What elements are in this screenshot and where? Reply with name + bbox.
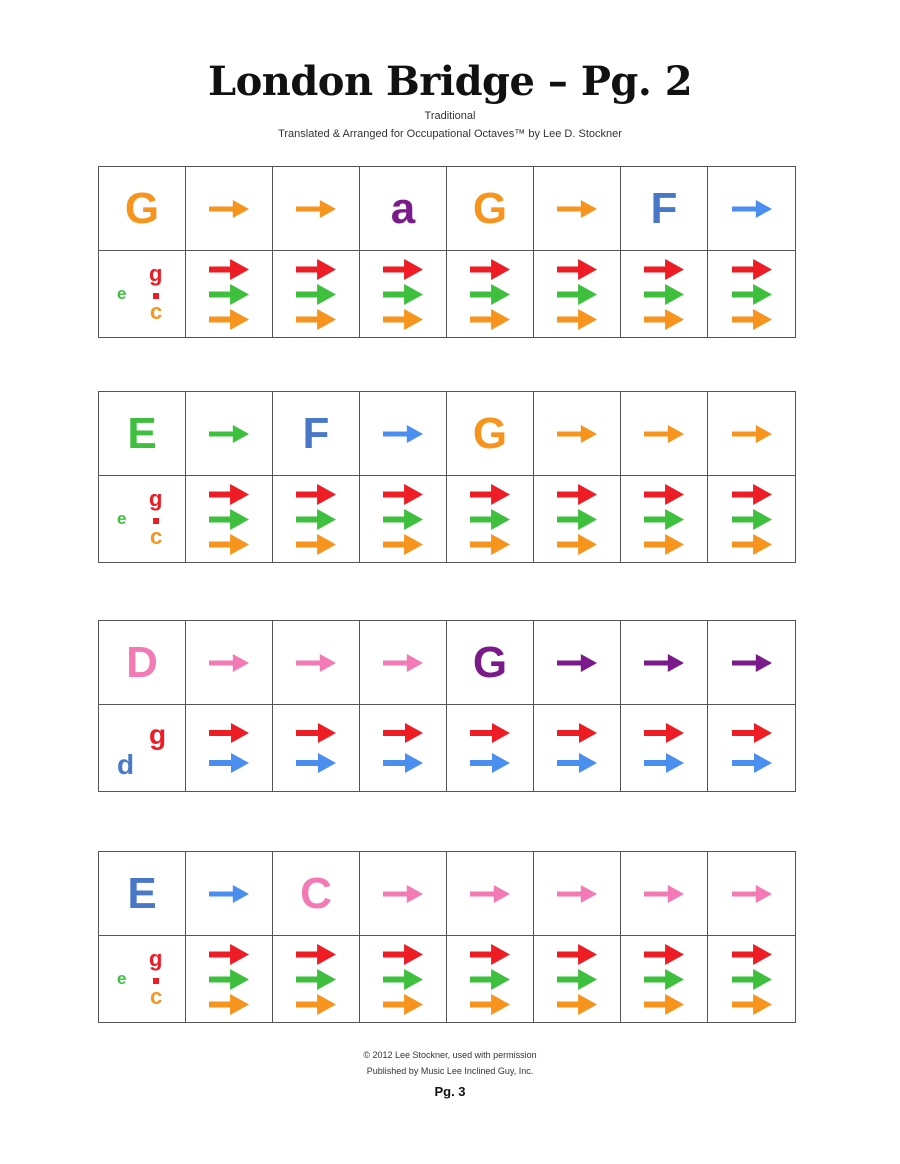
chord-arrow-stack <box>383 944 423 1015</box>
publisher-notice: Published by Music Lee Inclined Guy, Inc. <box>366 1066 534 1076</box>
chord-cell <box>534 476 621 562</box>
chord-cell <box>708 705 795 791</box>
arrow-right-icon <box>296 309 336 330</box>
melody-cell <box>534 621 621 705</box>
arrow-right-icon <box>557 723 597 743</box>
arrow-right-icon <box>296 509 336 530</box>
chord-arrow-stack <box>296 944 336 1015</box>
arrow-right-icon <box>470 944 510 965</box>
arrow-right-icon <box>557 200 597 218</box>
arrow-right-icon <box>470 284 510 305</box>
note-letter: E <box>127 408 157 458</box>
chord-label-cell <box>99 251 186 337</box>
arrow-right-icon <box>296 259 336 280</box>
arrow-right-icon <box>732 200 772 218</box>
arrow-right-icon <box>470 534 510 555</box>
melody-cell <box>99 392 186 476</box>
arrow-right-icon <box>557 484 597 505</box>
arrow-right-icon <box>557 534 597 555</box>
arrow-right-icon <box>470 309 510 330</box>
arrow-right-icon <box>470 484 510 505</box>
note-letter: F <box>650 183 678 233</box>
arrow-right-icon <box>209 200 249 218</box>
melody-cell <box>186 852 273 936</box>
arrow-right-icon <box>209 259 249 280</box>
chord-cell <box>360 705 447 791</box>
chord-note-letter: c <box>150 524 163 549</box>
arrow-right-icon <box>209 994 249 1015</box>
arrow-right-icon <box>209 509 249 530</box>
note-letter: G <box>472 637 508 687</box>
chord-cell <box>621 476 708 562</box>
melody-cell <box>186 621 273 705</box>
arrow-right-icon <box>209 425 249 443</box>
note-letter: E <box>127 868 157 918</box>
arrow-right-icon <box>209 284 249 305</box>
chord-note-letter: g <box>149 946 163 971</box>
melody-cell <box>273 392 360 476</box>
chord-cell <box>534 705 621 791</box>
melody-cell <box>708 621 795 705</box>
chord-arrow-stack <box>644 723 684 773</box>
arrow-right-icon <box>383 509 423 530</box>
page-number: Pg. 3 <box>434 1084 466 1099</box>
arrow-right-icon <box>644 654 684 672</box>
chord-cell <box>360 936 447 1022</box>
arrow-right-icon <box>296 284 336 305</box>
arrow-right-icon <box>557 654 597 672</box>
chord-arrow-stack <box>470 484 510 555</box>
staff-row-3 <box>98 620 796 792</box>
chord-note-letter: c <box>150 984 163 1009</box>
chord-cell <box>186 705 273 791</box>
melody-cell <box>360 167 447 251</box>
chord-label-cell <box>99 476 186 562</box>
chord-label <box>99 705 185 791</box>
chord-arrow-stack <box>296 259 336 330</box>
arrow-right-icon <box>209 885 249 903</box>
chord-cell <box>621 936 708 1022</box>
arrow-right-icon <box>383 259 423 280</box>
arrow-right-icon <box>557 284 597 305</box>
arrow-right-icon <box>296 200 336 218</box>
melody-cell <box>99 621 186 705</box>
arrow-right-icon <box>383 969 423 990</box>
chord-note-letter: e <box>117 509 127 528</box>
arrow-right-icon <box>732 723 772 743</box>
arrow-right-icon <box>470 969 510 990</box>
page-title: London Bridge – Pg. 2 <box>207 58 693 105</box>
note-letter: a <box>390 183 416 233</box>
arrow-right-icon <box>209 753 249 773</box>
chord-arrow-stack <box>296 484 336 555</box>
arrow-right-icon <box>732 944 772 965</box>
arrow-right-icon <box>557 259 597 280</box>
chord-arrow-stack <box>732 944 772 1015</box>
arrow-right-icon <box>383 309 423 330</box>
melody-cell <box>708 852 795 936</box>
arrow-right-icon <box>732 309 772 330</box>
arrow-right-icon <box>296 723 336 743</box>
chord-cell <box>360 476 447 562</box>
arrow-right-icon <box>732 425 772 443</box>
chord-arrow-stack <box>732 259 772 330</box>
arrow-right-icon <box>732 654 772 672</box>
chord-arrow-stack <box>209 484 249 555</box>
arrow-right-icon <box>644 994 684 1015</box>
arrow-right-icon <box>209 723 249 743</box>
chord-arrow-stack <box>732 723 772 773</box>
chord-label <box>99 476 185 562</box>
melody-cell <box>708 167 795 251</box>
arrow-right-icon <box>644 885 684 903</box>
chord-cell <box>447 251 534 337</box>
melody-cell <box>621 621 708 705</box>
chord-cell <box>186 476 273 562</box>
arrow-right-icon <box>470 259 510 280</box>
chord-arrow-stack <box>644 484 684 555</box>
chord-arrow-stack <box>209 944 249 1015</box>
melody-cell <box>186 167 273 251</box>
chord-arrow-stack <box>732 484 772 555</box>
arrow-right-icon <box>383 284 423 305</box>
arrow-right-icon <box>470 885 510 903</box>
chord-cell <box>708 936 795 1022</box>
arrow-right-icon <box>296 994 336 1015</box>
arrow-right-icon <box>209 484 249 505</box>
chord-arrow-stack <box>383 484 423 555</box>
melody-cell <box>708 392 795 476</box>
arrow-right-icon <box>470 509 510 530</box>
arrow-right-icon <box>470 753 510 773</box>
arrow-right-icon <box>296 753 336 773</box>
arrow-right-icon <box>644 969 684 990</box>
chord-arrow-stack <box>557 484 597 555</box>
arrow-right-icon <box>383 425 423 443</box>
arrow-right-icon <box>732 753 772 773</box>
arrow-right-icon <box>470 723 510 743</box>
melody-cell <box>447 852 534 936</box>
chord-cell <box>273 936 360 1022</box>
arrow-right-icon <box>732 259 772 280</box>
arrow-right-icon <box>644 284 684 305</box>
chord-cell <box>273 705 360 791</box>
arrow-right-icon <box>383 994 423 1015</box>
arrow-right-icon <box>732 994 772 1015</box>
arrow-right-icon <box>209 534 249 555</box>
chord-cell <box>708 476 795 562</box>
arrow-right-icon <box>209 969 249 990</box>
chord-arrow-stack <box>296 723 336 773</box>
note-letter: C <box>300 868 332 918</box>
chord-arrow-stack <box>644 944 684 1015</box>
staff-row-1 <box>98 166 796 338</box>
arrow-right-icon <box>732 885 772 903</box>
arrow-right-icon <box>383 944 423 965</box>
arrow-right-icon <box>644 484 684 505</box>
chord-note-letter: c <box>150 299 163 324</box>
chord-note-letter: g <box>149 261 163 286</box>
melody-cell <box>621 392 708 476</box>
composer-credit: Traditional <box>424 110 476 122</box>
arrow-right-icon <box>557 309 597 330</box>
arrow-right-icon <box>732 969 772 990</box>
chord-label-cell <box>99 705 186 791</box>
chord-cell <box>186 936 273 1022</box>
chord-arrow-stack <box>383 723 423 773</box>
arrow-right-icon <box>644 944 684 965</box>
chord-arrow-stack <box>209 723 249 773</box>
chord-dot-icon <box>153 978 159 984</box>
arrow-right-icon <box>644 753 684 773</box>
arrow-right-icon <box>557 425 597 443</box>
note-letter: G <box>124 183 160 233</box>
note-letter: D <box>126 637 158 687</box>
arrow-right-icon <box>644 425 684 443</box>
chord-arrow-stack <box>383 259 423 330</box>
chord-cell <box>621 705 708 791</box>
arrow-right-icon <box>296 944 336 965</box>
chord-arrow-stack <box>557 259 597 330</box>
melody-cell <box>360 621 447 705</box>
arrow-right-icon <box>383 723 423 743</box>
melody-cell <box>447 621 534 705</box>
chord-note-letter: e <box>117 284 127 303</box>
chord-cell <box>273 251 360 337</box>
melody-cell <box>99 167 186 251</box>
arrow-right-icon <box>296 969 336 990</box>
arrow-right-icon <box>557 944 597 965</box>
arrow-right-icon <box>383 753 423 773</box>
arrow-right-icon <box>732 534 772 555</box>
chord-cell <box>447 476 534 562</box>
chord-cell <box>534 251 621 337</box>
melody-cell <box>273 167 360 251</box>
arrow-right-icon <box>732 509 772 530</box>
melody-cell <box>360 852 447 936</box>
melody-cell <box>534 167 621 251</box>
chord-dot-icon <box>153 518 159 524</box>
note-letter: G <box>472 183 508 233</box>
melody-cell <box>186 392 273 476</box>
melody-cell <box>534 852 621 936</box>
melody-cell <box>621 852 708 936</box>
chord-arrow-stack <box>470 259 510 330</box>
arrow-right-icon <box>557 509 597 530</box>
arranger-credit: Translated & Arranged for Occupational Octaves™ by Lee D. Stockner <box>278 128 622 140</box>
arrow-right-icon <box>209 944 249 965</box>
chord-cell <box>186 251 273 337</box>
arrow-right-icon <box>644 309 684 330</box>
chord-cell <box>273 476 360 562</box>
melody-cell <box>273 621 360 705</box>
arrow-right-icon <box>296 484 336 505</box>
melody-cell <box>360 392 447 476</box>
arrow-right-icon <box>557 885 597 903</box>
chord-arrow-stack <box>470 944 510 1015</box>
arrow-right-icon <box>732 284 772 305</box>
chord-note-letter: e <box>117 969 127 988</box>
chord-label <box>99 251 185 337</box>
chord-dot-icon <box>153 293 159 299</box>
arrow-right-icon <box>383 885 423 903</box>
chord-cell <box>621 251 708 337</box>
chord-note-letter: d <box>117 749 135 780</box>
arrow-right-icon <box>644 509 684 530</box>
arrow-right-icon <box>644 259 684 280</box>
chord-label-cell <box>99 936 186 1022</box>
arrow-right-icon <box>209 654 249 672</box>
arrow-right-icon <box>209 309 249 330</box>
melody-cell <box>99 852 186 936</box>
staff-row-4 <box>98 851 796 1023</box>
arrow-right-icon <box>644 723 684 743</box>
chord-cell <box>534 936 621 1022</box>
chord-arrow-stack <box>209 259 249 330</box>
chord-cell <box>360 251 447 337</box>
chord-note-letter: g <box>149 486 163 511</box>
chord-cell <box>447 936 534 1022</box>
melody-cell <box>447 167 534 251</box>
chord-arrow-stack <box>644 259 684 330</box>
arrow-right-icon <box>296 534 336 555</box>
copyright-notice: © 2012 Lee Stockner, used with permission <box>363 1050 537 1060</box>
chord-arrow-stack <box>470 723 510 773</box>
arrow-right-icon <box>644 534 684 555</box>
melody-cell <box>447 392 534 476</box>
chord-label <box>99 936 185 1022</box>
note-letter: G <box>472 408 508 458</box>
chord-cell <box>708 251 795 337</box>
melody-cell <box>621 167 708 251</box>
arrow-right-icon <box>557 969 597 990</box>
arrow-right-icon <box>383 654 423 672</box>
melody-cell <box>534 392 621 476</box>
arrow-right-icon <box>470 994 510 1015</box>
chord-arrow-stack <box>557 944 597 1015</box>
staff-row-2 <box>98 391 796 563</box>
chord-cell <box>447 705 534 791</box>
chord-arrow-stack <box>557 723 597 773</box>
melody-cell <box>273 852 360 936</box>
arrow-right-icon <box>557 753 597 773</box>
chord-note-letter: g <box>149 719 167 750</box>
arrow-right-icon <box>383 484 423 505</box>
arrow-right-icon <box>732 484 772 505</box>
note-letter: F <box>302 408 330 458</box>
arrow-right-icon <box>557 994 597 1015</box>
arrow-right-icon <box>383 534 423 555</box>
arrow-right-icon <box>296 654 336 672</box>
